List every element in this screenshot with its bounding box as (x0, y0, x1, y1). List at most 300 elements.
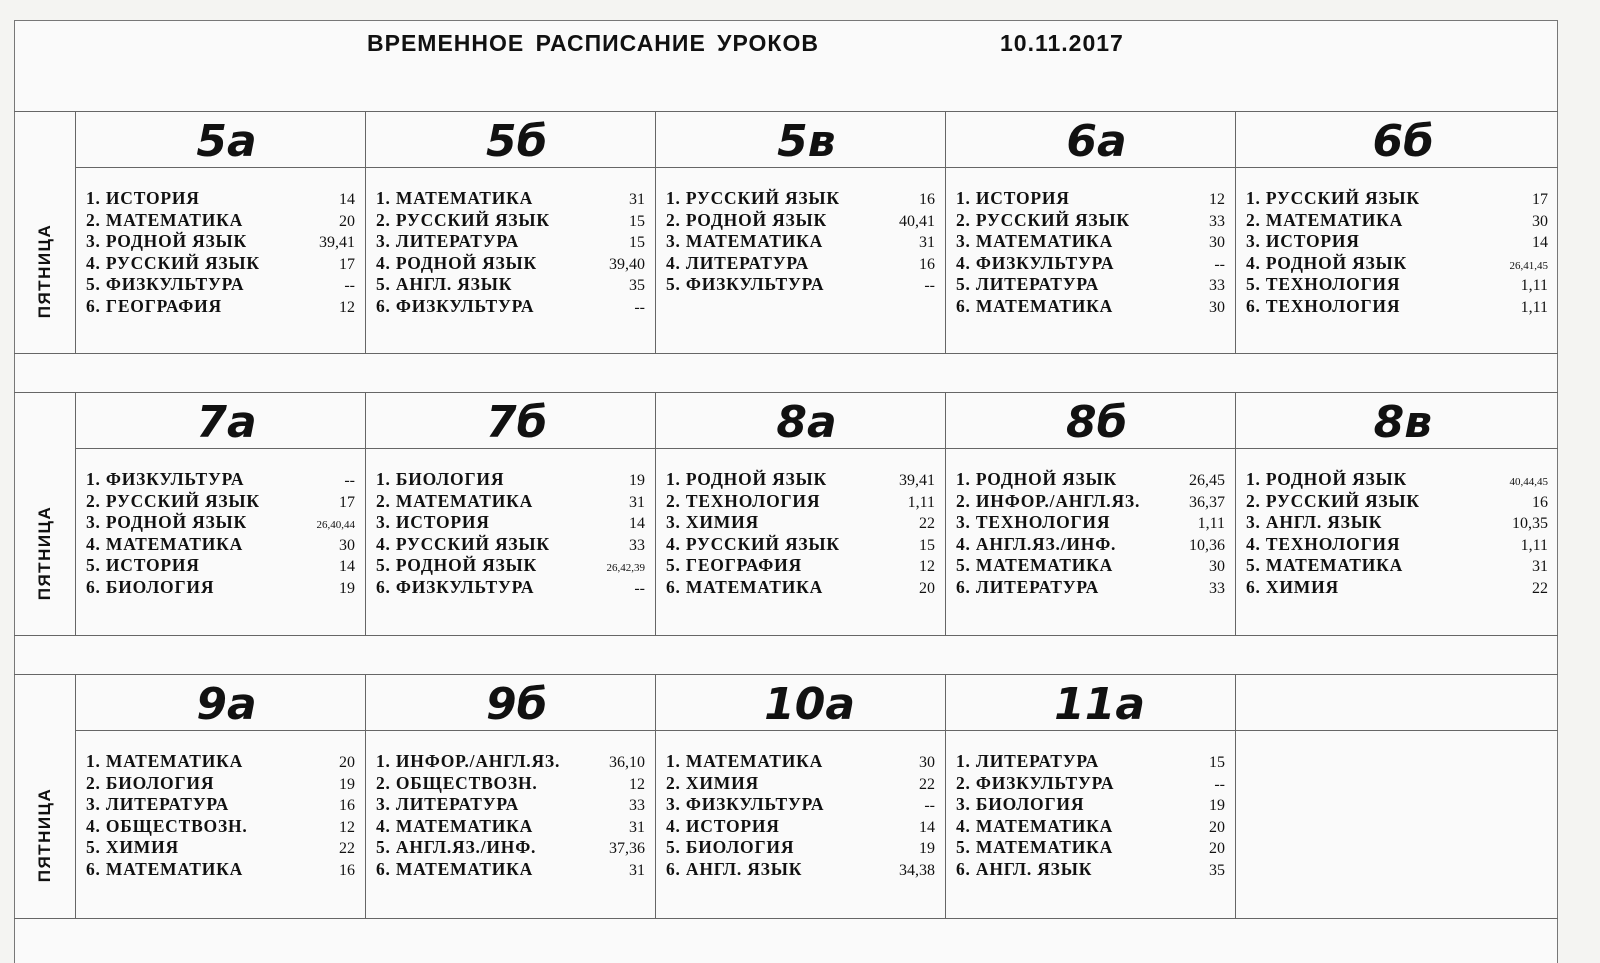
lesson-room: 14 (629, 515, 645, 533)
lesson-room: 30 (919, 754, 935, 771)
lesson-subject: 2. БИОЛОГИЯ (86, 772, 215, 793)
lesson-room: 10,35 (1512, 515, 1548, 533)
lesson-list (366, 168, 655, 318)
lesson-subject: 2. РУССКИЙ ЯЗЫК (86, 490, 260, 511)
lesson-room: 20 (919, 579, 935, 597)
lesson-list (946, 449, 1235, 599)
class-name: 7а (196, 397, 257, 448)
lesson-row (666, 210, 935, 232)
lesson-row (376, 231, 645, 253)
class-name: 5в (777, 116, 836, 167)
lesson-row (666, 751, 935, 773)
lesson-room: 10,36 (1189, 536, 1225, 554)
lesson-row (376, 751, 645, 773)
lesson-subject: 3. АНГЛ. ЯЗЫК (1246, 512, 1383, 533)
lesson-row (956, 231, 1225, 253)
lesson-room: 14 (1532, 234, 1548, 252)
lesson-row (376, 469, 645, 491)
lesson-subject: 1. БИОЛОГИЯ (376, 469, 505, 489)
lesson-subject: 6. МАТЕМАТИКА (666, 576, 824, 597)
lesson-room: 31 (629, 818, 645, 836)
lesson-room: 17 (1532, 191, 1548, 208)
lesson-subject: 5. РОДНОЙ ЯЗЫК (376, 555, 538, 576)
lesson-row (376, 794, 645, 816)
lesson-room: 20 (1209, 840, 1225, 858)
class-header (1236, 393, 1558, 449)
lesson-room: 20 (1209, 818, 1225, 836)
lesson-row (1246, 577, 1548, 599)
lesson-room: -- (924, 797, 935, 815)
lesson-row (666, 773, 935, 795)
class-column (1236, 675, 1558, 918)
class-name: 7б (485, 397, 548, 448)
class-name: 8в (1373, 397, 1433, 448)
lesson-room: 12 (629, 775, 645, 793)
lesson-subject: 6. МАТЕМАТИКА (376, 858, 534, 879)
lesson-row (376, 296, 645, 318)
lesson-room: 30 (339, 536, 355, 554)
class-column (1236, 112, 1558, 353)
lesson-subject: 2. МАТЕМАТИКА (376, 490, 534, 511)
lesson-subject: 6. ЛИТЕРАТУРА (956, 576, 1100, 597)
lesson-subject: 3. МАТЕМАТИКА (956, 231, 1114, 252)
lesson-row (376, 859, 645, 881)
lesson-room: 40,41 (899, 212, 935, 230)
class-column (946, 393, 1236, 635)
lesson-room: 17 (339, 493, 355, 511)
lesson-row (666, 512, 935, 534)
lesson-row (666, 794, 935, 816)
lesson-room: 37,36 (609, 840, 645, 858)
lesson-row (86, 231, 355, 253)
lesson-list (946, 168, 1235, 318)
lesson-subject: 4. ЛИТЕРАТУРА (666, 252, 810, 273)
lesson-subject: 2. ТЕХНОЛОГИЯ (666, 490, 821, 511)
lesson-row (376, 534, 645, 556)
day-label: ПЯТНИЦА (34, 223, 54, 319)
lesson-list (76, 731, 365, 881)
lesson-subject: 4. АНГЛ.ЯЗ./ИНФ. (956, 533, 1117, 554)
lesson-room: 33 (1209, 579, 1225, 597)
lesson-room: 16 (339, 861, 355, 879)
lesson-subject: 6. ФИЗКУЛЬТУРА (376, 576, 535, 597)
lesson-subject: 6. АНГЛ. ЯЗЫК (666, 858, 803, 879)
lesson-subject: 4. ТЕХНОЛОГИЯ (1246, 533, 1401, 554)
lesson-row (666, 469, 935, 491)
lesson-list (366, 731, 655, 881)
lesson-row (666, 491, 935, 513)
lesson-room: 26,41,45 (1509, 259, 1548, 272)
lesson-row (666, 253, 935, 275)
lesson-row (1246, 534, 1548, 556)
lesson-list (656, 168, 945, 296)
lesson-row (666, 837, 935, 859)
lesson-room: 30 (1209, 558, 1225, 576)
lesson-list (656, 731, 945, 881)
lesson-room: 22 (1532, 579, 1548, 597)
lesson-subject: 3. ЛИТЕРАТУРА (376, 794, 520, 815)
lesson-room: 12 (919, 558, 935, 576)
lesson-room: 19 (339, 775, 355, 793)
lesson-subject: 3. ХИМИЯ (666, 512, 759, 533)
lesson-subject: 5. МАТЕМАТИКА (956, 837, 1114, 858)
lesson-subject: 1. РОДНОЙ ЯЗЫК (1246, 469, 1408, 489)
lesson-subject: 1. РОДНОЙ ЯЗЫК (666, 469, 828, 489)
lesson-room: 30 (1532, 212, 1548, 230)
lesson-room: -- (344, 472, 355, 489)
lesson-row (666, 188, 935, 210)
lesson-subject: 4. МАТЕМАТИКА (86, 533, 244, 554)
lesson-room: -- (1214, 255, 1225, 273)
lesson-row (376, 773, 645, 795)
lesson-subject: 5. АНГЛ.ЯЗ./ИНФ. (376, 837, 537, 858)
lesson-row (376, 491, 645, 513)
lesson-row (1246, 231, 1548, 253)
lesson-subject: 5. МАТЕМАТИКА (1246, 555, 1404, 576)
lesson-row (86, 210, 355, 232)
lesson-row (956, 274, 1225, 296)
lesson-subject: 6. ТЕХНОЛОГИЯ (1246, 295, 1401, 316)
lesson-room: 15 (1209, 754, 1225, 771)
lesson-row (956, 534, 1225, 556)
lesson-list (946, 731, 1235, 881)
lesson-subject: 3. ФИЗКУЛЬТУРА (666, 794, 825, 815)
lesson-row (956, 512, 1225, 534)
lesson-row (86, 816, 355, 838)
lesson-subject: 5. ФИЗКУЛЬТУРА (86, 274, 245, 295)
lesson-row (1246, 188, 1548, 210)
class-header (366, 393, 655, 449)
lesson-row (86, 512, 355, 534)
lesson-row (86, 837, 355, 859)
lesson-row (86, 534, 355, 556)
class-column (656, 675, 946, 918)
lesson-subject: 4. РУССКИЙ ЯЗЫК (86, 252, 260, 273)
lesson-row (376, 210, 645, 232)
lesson-subject: 2. ОБЩЕСТВОЗН. (376, 772, 538, 793)
lesson-room: 19 (1209, 797, 1225, 815)
page-title: ВРЕМЕННОЕ РАСПИСАНИЕ УРОКОВ (367, 30, 819, 56)
lesson-subject: 5. ЛИТЕРАТУРА (956, 274, 1100, 295)
lesson-subject: 6. МАТЕМАТИКА (86, 858, 244, 879)
lesson-room: 19 (339, 579, 355, 597)
lesson-room: -- (344, 277, 355, 295)
lesson-subject: 4. ИСТОРИЯ (666, 815, 780, 836)
class-name: 6б (1372, 116, 1434, 167)
lesson-subject: 6. ГЕОГРАФИЯ (86, 295, 222, 316)
lesson-subject: 6. АНГЛ. ЯЗЫК (956, 858, 1093, 879)
lesson-room: 19 (629, 472, 645, 489)
class-column (76, 675, 366, 918)
lesson-subject: 3. БИОЛОГИЯ (956, 794, 1085, 815)
day-column (14, 393, 76, 635)
lesson-row (956, 188, 1225, 210)
lesson-subject: 4. РОДНОЙ ЯЗЫК (376, 252, 538, 273)
lesson-room: 33 (1209, 277, 1225, 295)
lesson-subject: 5. ХИМИЯ (86, 837, 179, 858)
lesson-row (86, 469, 355, 491)
class-header (366, 675, 655, 731)
lesson-room: 22 (339, 840, 355, 858)
lesson-room: 1,11 (1520, 277, 1548, 295)
day-column (14, 675, 76, 918)
lesson-room: 14 (339, 191, 355, 208)
lesson-row (1246, 253, 1548, 275)
class-header (656, 112, 945, 168)
lesson-list (76, 168, 365, 318)
lesson-row (956, 469, 1225, 491)
lesson-row (1246, 491, 1548, 513)
lesson-subject: 4. ОБЩЕСТВОЗН. (86, 815, 248, 836)
lesson-room: 16 (1532, 493, 1548, 511)
lesson-row (956, 555, 1225, 577)
lesson-row (376, 274, 645, 296)
class-header (656, 393, 945, 449)
lesson-row (956, 751, 1225, 773)
lesson-room: 15 (629, 234, 645, 252)
class-column (656, 112, 946, 353)
class-header (76, 675, 365, 731)
lesson-subject: 6. БИОЛОГИЯ (86, 576, 215, 597)
lesson-room: -- (634, 579, 645, 597)
lesson-subject: 2. МАТЕМАТИКА (86, 209, 244, 230)
lesson-room: 15 (919, 536, 935, 554)
lesson-subject: 3. ЛИТЕРАТУРА (86, 794, 230, 815)
lesson-subject: 1. РОДНОЙ ЯЗЫК (956, 469, 1118, 489)
schedule-block (14, 392, 1558, 636)
lesson-row (86, 188, 355, 210)
lesson-row (666, 274, 935, 296)
class-name: 8а (776, 397, 837, 448)
lesson-subject: 3. ТЕХНОЛОГИЯ (956, 512, 1111, 533)
day-label: ПЯТНИЦА (34, 505, 54, 600)
lesson-subject: 1. ЛИТЕРАТУРА (956, 751, 1100, 771)
lesson-room: 14 (919, 818, 935, 836)
lesson-subject: 1. МАТЕМАТИКА (376, 188, 534, 208)
class-name: 8б (1065, 397, 1128, 448)
lesson-subject: 4. ФИЗКУЛЬТУРА (956, 252, 1115, 273)
class-column (366, 112, 656, 353)
day-column (14, 112, 76, 353)
lesson-row (376, 555, 645, 577)
lesson-subject: 3. РОДНОЙ ЯЗЫК (86, 231, 248, 252)
lesson-row (86, 859, 355, 881)
lesson-row (1246, 210, 1548, 232)
lesson-row (86, 555, 355, 577)
class-column (1236, 393, 1558, 635)
lesson-row (86, 751, 355, 773)
lesson-subject: 1. МАТЕМАТИКА (666, 751, 824, 771)
lesson-room: 31 (629, 861, 645, 879)
lesson-room: 31 (629, 191, 645, 208)
lesson-room: 39,41 (899, 472, 935, 489)
lesson-room: 14 (339, 558, 355, 576)
lesson-row (956, 577, 1225, 599)
lesson-subject: 6. ФИЗКУЛЬТУРА (376, 295, 535, 316)
lesson-subject: 5. ИСТОРИЯ (86, 555, 200, 576)
lesson-list (656, 449, 945, 599)
lesson-subject: 3. МАТЕМАТИКА (666, 231, 824, 252)
lesson-room: 33 (1209, 212, 1225, 230)
lesson-subject: 5. БИОЛОГИЯ (666, 837, 795, 858)
lesson-subject: 3. ИСТОРИЯ (376, 512, 490, 533)
class-name: 9б (485, 679, 548, 730)
lesson-room: 30 (1209, 234, 1225, 252)
lesson-row (86, 773, 355, 795)
lesson-subject: 3. ИСТОРИЯ (1246, 231, 1360, 252)
lesson-room: 40,44,45 (1509, 476, 1548, 488)
lesson-subject: 2. ИНФОР./АНГЛ.ЯЗ. (956, 490, 1141, 511)
lesson-room: 20 (339, 212, 355, 230)
lesson-room: 12 (1209, 191, 1225, 208)
class-column (366, 675, 656, 918)
lesson-room: 31 (629, 493, 645, 511)
class-header (1236, 112, 1558, 168)
lesson-subject: 2. ФИЗКУЛЬТУРА (956, 772, 1115, 793)
class-name: 5а (196, 116, 257, 167)
class-name: 9а (196, 679, 257, 730)
lesson-subject: 1. МАТЕМАТИКА (86, 751, 244, 771)
lesson-subject: 2. МАТЕМАТИКА (1246, 209, 1404, 230)
lesson-subject: 2. РУССКИЙ ЯЗЫК (1246, 490, 1420, 511)
lesson-row (376, 577, 645, 599)
lesson-subject: 4. МАТЕМАТИКА (376, 815, 534, 836)
schedule-date: 10.11.2017 (1000, 30, 1124, 56)
lesson-row (956, 837, 1225, 859)
lesson-row (86, 491, 355, 513)
lesson-room: 12 (339, 818, 355, 836)
lesson-room: 35 (629, 277, 645, 295)
lesson-room: 1,11 (1520, 298, 1548, 316)
lesson-room: 36,37 (1189, 493, 1225, 511)
lesson-row (1246, 555, 1548, 577)
lesson-subject: 1. ИСТОРИЯ (86, 188, 200, 208)
class-name: 5б (485, 116, 548, 167)
lesson-row (376, 512, 645, 534)
lesson-row (666, 555, 935, 577)
lesson-row (376, 837, 645, 859)
lesson-room: 16 (919, 191, 935, 208)
lesson-room: 1,11 (907, 493, 935, 511)
lesson-room: 26,40,44 (316, 519, 355, 532)
class-header (946, 675, 1235, 731)
class-name: 11а (1054, 679, 1146, 730)
lesson-subject: 3. РОДНОЙ ЯЗЫК (86, 512, 248, 533)
lesson-list (366, 449, 655, 599)
lesson-list (76, 449, 365, 599)
lesson-row (86, 577, 355, 599)
class-column (656, 393, 946, 635)
lesson-row (956, 859, 1225, 881)
lesson-row (956, 816, 1225, 838)
lesson-subject: 4. МАТЕМАТИКА (956, 815, 1114, 836)
schedule-block (14, 111, 1558, 354)
lesson-room: 36,10 (609, 754, 645, 771)
lesson-row (956, 794, 1225, 816)
class-header (946, 112, 1235, 168)
lesson-room: 22 (919, 775, 935, 793)
lesson-room: 12 (339, 298, 355, 316)
lesson-room: 22 (919, 515, 935, 533)
class-header (946, 393, 1235, 449)
lesson-room: 34,38 (899, 861, 935, 879)
lesson-subject: 5. МАТЕМАТИКА (956, 555, 1114, 576)
lesson-room: 26,42,39 (606, 562, 645, 575)
lesson-subject: 5. ФИЗКУЛЬТУРА (666, 274, 825, 295)
lesson-room: -- (924, 277, 935, 295)
lesson-row (666, 231, 935, 253)
lesson-room: 26,45 (1189, 472, 1225, 489)
lesson-subject: 6. МАТЕМАТИКА (956, 295, 1114, 316)
lesson-subject: 1. ФИЗКУЛЬТУРА (86, 469, 245, 489)
lesson-subject: 3. ЛИТЕРАТУРА (376, 231, 520, 252)
lesson-list (1236, 731, 1558, 751)
lesson-room: 1,11 (1197, 515, 1225, 533)
lesson-row (1246, 469, 1548, 491)
lesson-list (1236, 449, 1558, 599)
lesson-row (956, 773, 1225, 795)
lesson-row (376, 188, 645, 210)
lesson-row (956, 210, 1225, 232)
lesson-room: 19 (919, 840, 935, 858)
lesson-subject: 1. ИСТОРИЯ (956, 188, 1070, 208)
lesson-row (376, 253, 645, 275)
lesson-row (956, 253, 1225, 275)
lesson-subject: 1. ИНФОР./АНГЛ.ЯЗ. (376, 751, 561, 771)
lesson-room: 16 (339, 797, 355, 815)
class-column (76, 112, 366, 353)
class-column (76, 393, 366, 635)
class-column (366, 393, 656, 635)
schedule-block (14, 674, 1558, 919)
lesson-row (376, 816, 645, 838)
lesson-row (86, 253, 355, 275)
lesson-row (86, 296, 355, 318)
lesson-room: 30 (1209, 298, 1225, 316)
lesson-subject: 5. ТЕХНОЛОГИЯ (1246, 274, 1401, 295)
lesson-row (666, 859, 935, 881)
lesson-row (956, 296, 1225, 318)
lesson-subject: 5. АНГЛ. ЯЗЫК (376, 274, 513, 295)
lesson-list (1236, 168, 1558, 318)
lesson-subject: 1. РУССКИЙ ЯЗЫК (666, 188, 840, 208)
lesson-room: 39,40 (609, 255, 645, 273)
lesson-subject: 2. РОДНОЙ ЯЗЫК (666, 209, 828, 230)
class-header (1236, 675, 1558, 731)
class-header (366, 112, 655, 168)
lesson-room: -- (634, 298, 645, 316)
lesson-subject: 2. ХИМИЯ (666, 772, 759, 793)
lesson-subject: 1. РУССКИЙ ЯЗЫК (1246, 188, 1420, 208)
lesson-row (1246, 512, 1548, 534)
lesson-subject: 5. ГЕОГРАФИЯ (666, 555, 802, 576)
lesson-room: -- (1214, 775, 1225, 793)
class-name: 6а (1066, 116, 1127, 167)
class-name: 10а (764, 679, 856, 730)
lesson-subject: 4. РУССКИЙ ЯЗЫК (376, 533, 550, 554)
lesson-room: 33 (629, 797, 645, 815)
lesson-row (666, 534, 935, 556)
lesson-room: 15 (629, 212, 645, 230)
lesson-row (956, 491, 1225, 513)
class-header (76, 112, 365, 168)
class-column (946, 675, 1236, 918)
lesson-row (86, 794, 355, 816)
lesson-subject: 4. РУССКИЙ ЯЗЫК (666, 533, 840, 554)
lesson-row (1246, 274, 1548, 296)
lesson-row (666, 816, 935, 838)
lesson-subject: 2. РУССКИЙ ЯЗЫК (956, 209, 1130, 230)
